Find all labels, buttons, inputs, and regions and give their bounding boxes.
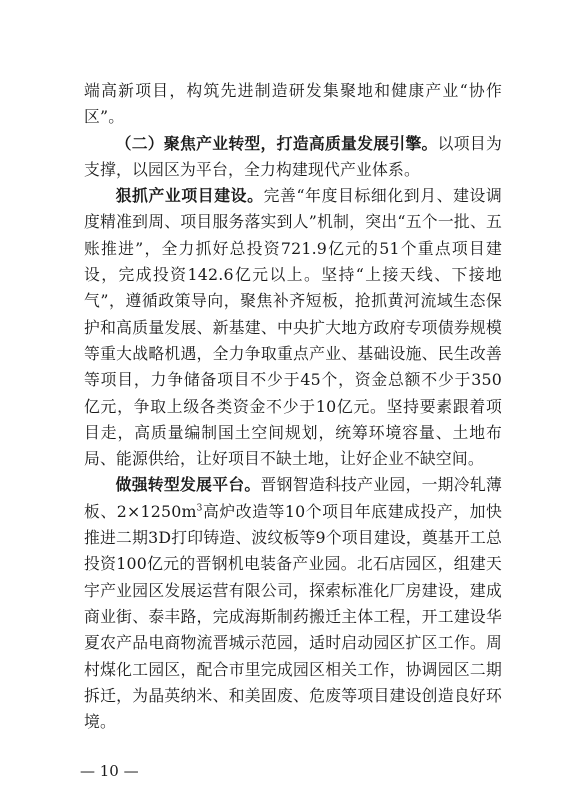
document-body [84, 78, 502, 735]
paragraph-continuation [84, 78, 502, 131]
section-heading: （二）聚焦产业转型，打造高质量发展引擎。 [115, 133, 438, 153]
subsection-heading: 狠抓产业项目建设。 [115, 186, 264, 206]
superscript-unit: 3 [196, 503, 203, 514]
paragraph-text: 高炉改造等10个项目年底建成投产，加快推进二期3D打印铸造、波纹板等9个项目建设，奠基开工总投资100亿元的晋钢机电装备产业园。北石店园区，组建天宇产业园区发展运营有限公司，探索标准化厂房建设，建成商业街、泰丰路，完成海斯制药搬迁主体工程，开工建设华夏农产品电商物流晋城示范园，适时启动园区扩区工作。周村煤化工园区，配合市里完成园区相关工作，协调园区二期拆迁，为晶英纳米、和美固废、危废等项目建设创造良好环境。 [84, 501, 502, 732]
page-number: — 10 — [80, 762, 139, 780]
subsection-heading: 做强转型发展平台。 [115, 475, 261, 495]
section-paragraph [84, 131, 502, 184]
project-construction-paragraph [84, 183, 502, 472]
paragraph-text: 端高新项目，构筑先进制造研发集聚地和健康产业“协作区”。 [84, 81, 502, 127]
paragraph-text: 以项目为支撑，以园区为平台，全力构建现代产业体系。 [84, 133, 502, 179]
paragraph-text: 晋钢智造科技产业园，一期冷轧薄板、2×1250m [84, 475, 502, 521]
platform-paragraph [84, 472, 502, 735]
paragraph-text: 完善“年度目标细化到月、建设调度精准到周、项目服务落实到人”机制，突出“五个一批、五账推进”，全力抓好总投资721.9亿元的51个重点项目建设，完成投资142.6亿元以上。坚持“上接天线、下接地气”，遵循政策导向，聚焦补齐短板，抢抓黄河流域生态保护和高质量发展、新基建、中央扩大地方政府专项债券规模等重大战略机遇，全力争取重点产业、基础设施、民生改善等项目，力争储备项目不少于45个，资金总额不少于350亿元，争取上级各类资金不少于10亿元。坚持要素跟着项目走，高质量编制国土空间规划，统筹环境容量、土地布局、能源供给，让好项目不缺土地，让好企业不缺空间。 [84, 186, 502, 469]
